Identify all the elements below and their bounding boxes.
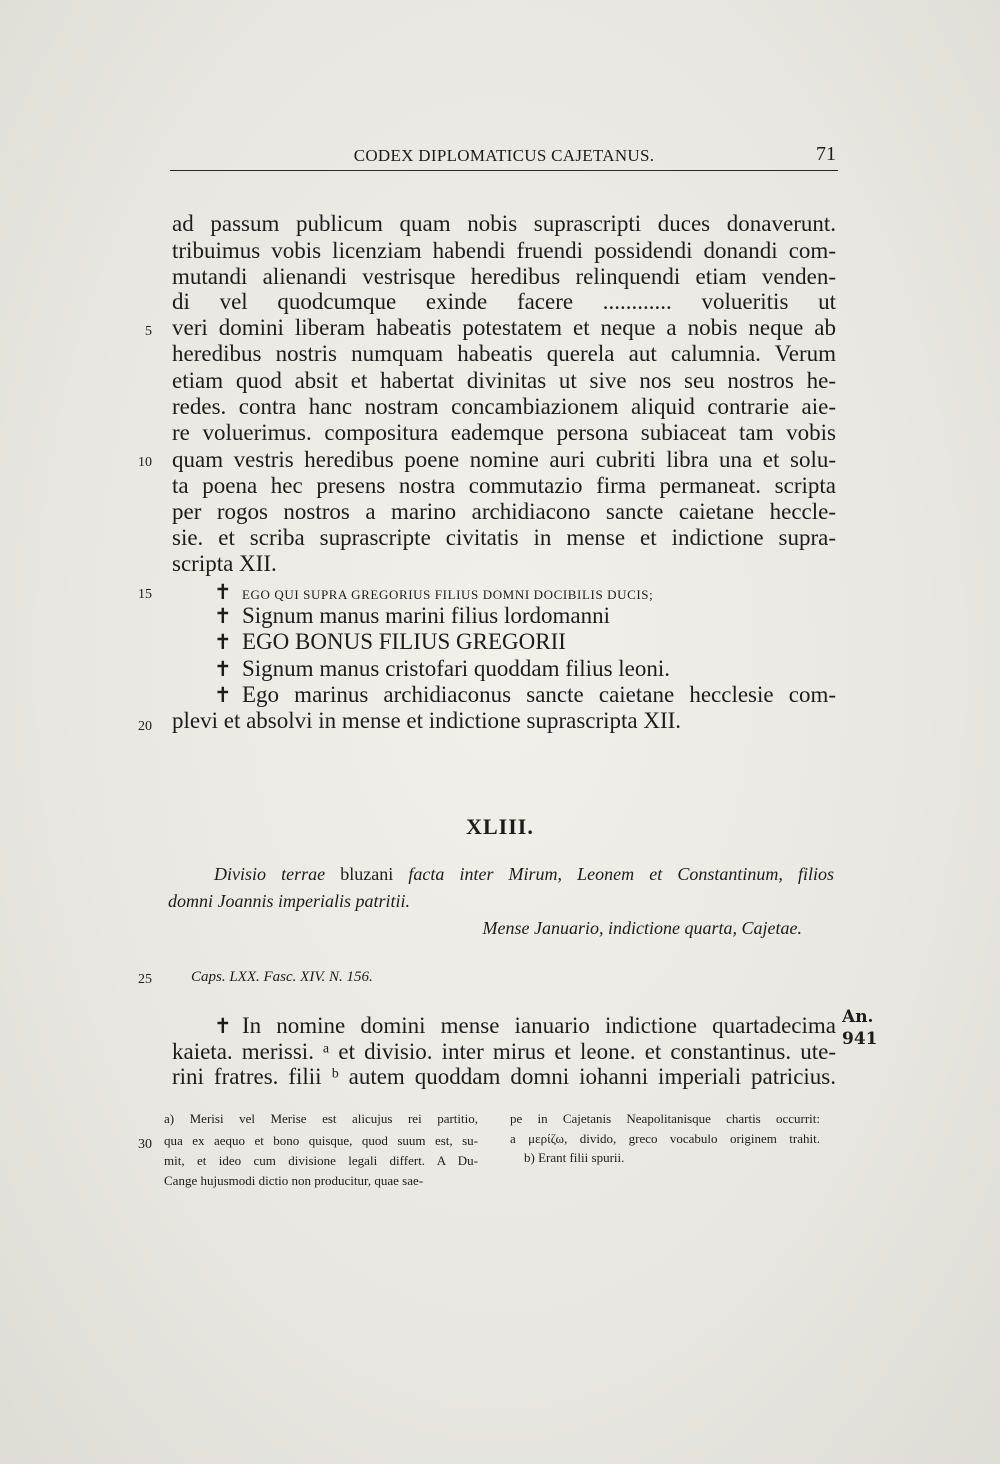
date-line: Mense Januario, indictione quarta, Cajetae. (482, 918, 802, 938)
summary-part: bluzani (340, 864, 394, 884)
footnote-text: a) Merisi vel Merise est alicujus rei partitio, (164, 1111, 478, 1126)
body-line: sie. et scriba suprascripte civitatis in mense et indictione supra- (172, 525, 836, 550)
summary-line: domni Joannis imperialis patritii. (168, 891, 411, 911)
body-line: veri domini liberam habeatis potestatem et neque a nobis neque ab (172, 315, 836, 340)
signature-text: Ego marinus archidiaconus sancte caietane hecclesie com- (242, 682, 836, 707)
body-line: per rogos nostros a marino archidiacono sancte caietane hecclе- (172, 499, 836, 524)
signature-text: Signum manus cristofari quoddam filius leoni. (242, 656, 671, 681)
body-line: etiam quod absit et habertat divinitas ut sive nos seu nostros he- (172, 368, 836, 393)
signature-line (214, 681, 836, 708)
signature-line (214, 655, 836, 682)
footnote-line: a μερίζω, divido, greco vocabulo originem trahit. (510, 1131, 820, 1146)
body-line: quam vestris heredibus poene nomine auri cubriti libra una et solu- (172, 447, 836, 472)
footnote-line: Cange hujusmodi dictio non producitur, quae sae- (164, 1173, 424, 1188)
line-number: 15 (138, 587, 152, 602)
footnote-line: pe in Cajetanis Neapolitanisque chartis occurrit: (510, 1111, 820, 1126)
signature-text: EGO QUI SUPRA GREGORIUS FILIUS DOMNI DOCIBILIS DUCIS; (242, 587, 654, 602)
cross-icon: ✝ (214, 580, 233, 604)
cross-icon: ✝ (214, 1014, 232, 1038)
cross-icon: ✝ (214, 657, 232, 681)
footnote-line: qua ex aequo et bono quisque, quod suum est, su- (164, 1133, 478, 1148)
summary-line (214, 862, 834, 886)
footnote-line (164, 1109, 478, 1128)
signature-line (214, 602, 836, 629)
line-number: 30 (138, 1137, 152, 1152)
body-line: mutandi alienandi vestrisque heredibus relinquendi etiam venden- (172, 264, 836, 289)
header-title: CODEX DIPLOMATICUS CAJETANUS. (353, 146, 655, 165)
margin-note-year: 941 (842, 1029, 878, 1049)
body-line: redes. contra hanc nostram concambiazionem aliquid contrarie aie- (172, 394, 836, 419)
body-line: re voluerimus. compositura eademque persona subiaceat tam vobis (172, 420, 836, 445)
summary-part: facta inter Mirum, Leonem et Constantinum, filios (408, 864, 835, 884)
line-number: 20 (138, 719, 152, 734)
body-line: ta poena hec presens nostra commutazio firma permaneat. scripta (172, 473, 836, 498)
signature-text: EGO BONUS FILIUS GREGORII (242, 629, 566, 654)
body-text: In nomine domini mense ianuario indictione quartadecima (242, 1013, 836, 1038)
archive-source: Caps. LXX. Fasc. XIV. N. 156. (191, 969, 373, 985)
cross-icon: ✝ (214, 630, 232, 654)
cross-icon: ✝ (214, 604, 232, 628)
body-line: tribuimus vobis licenziam habendi fruendi possidendi donandi com- (172, 238, 836, 263)
body-line: heredibus nostris numquam habeatis querela aut calumnia. Verum (172, 341, 836, 366)
margin-note-label: An. (842, 1007, 874, 1027)
cross-icon: ✝ (214, 683, 232, 707)
line-number: 25 (138, 972, 152, 987)
closing-line: plevi et absolvi in mense et indictione suprascripta XII. (172, 708, 682, 733)
body-line (214, 1012, 836, 1039)
body-line: scripta XII. (172, 551, 277, 576)
signature-text: Signum manus marini filius lordomanni (242, 603, 610, 628)
signature-line (214, 628, 836, 655)
body-line: di vel quodcumque exinde facere ............ volueritis ut (172, 289, 836, 314)
body-line: kaieta. merissi. ᵃ et divisio. inter mirus et leone. et constantinus. ute- (172, 1039, 836, 1064)
page-number: 71 (816, 143, 836, 165)
line-number: 5 (145, 324, 152, 339)
body-line: rini fratres. filii ᵇ autem quoddam domni iohanni imperiali patricius. (172, 1064, 836, 1089)
body-line: ad passum publicum quam nobis suprascripti duces donaverunt. (172, 211, 836, 236)
footnote-line: mit, et ideo cum divisione legali differt. A Du- (164, 1153, 478, 1168)
running-header (170, 143, 838, 171)
footnote-line: b) Erant filii spurii. (524, 1150, 625, 1165)
line-number: 10 (138, 455, 152, 470)
document-number: XLIII. (466, 814, 534, 839)
summary-part: Divisio terrae (214, 864, 326, 884)
